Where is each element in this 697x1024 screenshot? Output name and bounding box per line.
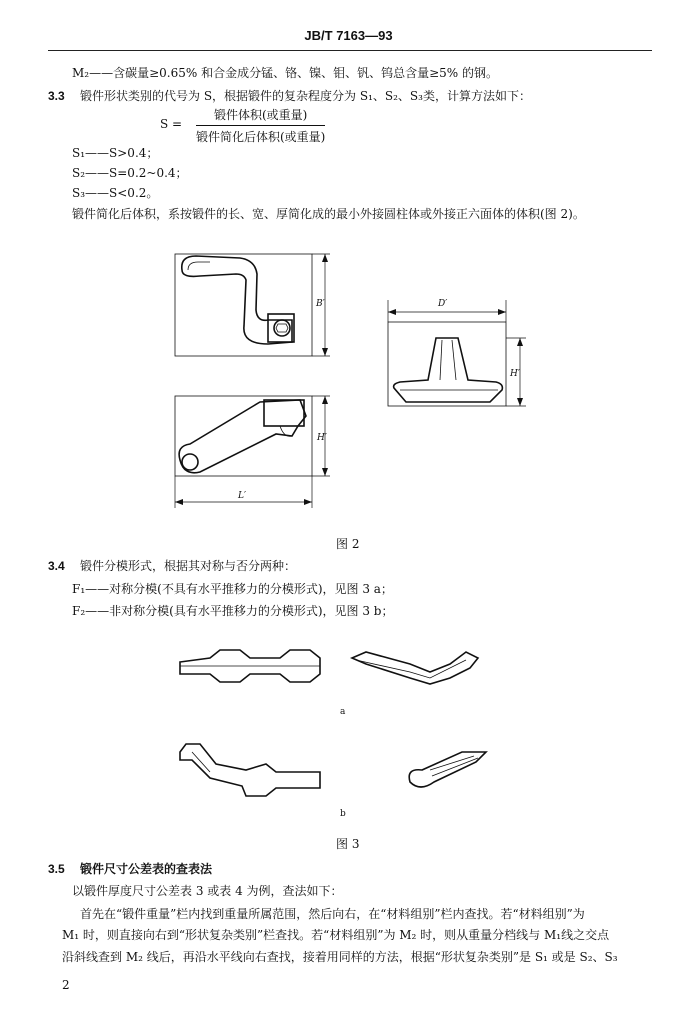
flange-view: [388, 300, 526, 406]
f2-definition: F₂——非对称分模(具有水平推移力的分模形式)，见图 3 b；: [72, 604, 394, 618]
section-3-3-number: 3.3: [48, 89, 65, 103]
s2-definition: S₂——S=0.2~0.4；: [72, 166, 188, 180]
figure-2-caption: 图 2: [336, 537, 360, 551]
section-3-5-number: 3.5: [48, 862, 65, 876]
f1-definition: F₁——对称分模(不具有水平推移力的分模形式)，见图 3 a；: [72, 582, 393, 596]
page-header: JB/T 7163—93: [304, 28, 393, 43]
section-3-4-text: 锻件分模形式，根据其对称与否分两种：: [80, 559, 297, 573]
figure-3-caption: 图 3: [336, 837, 360, 851]
s1-definition: S₁——S>0.4；: [72, 146, 159, 160]
formula-numerator: 锻件体积(或重量): [214, 108, 308, 122]
crank-side-view: [175, 396, 330, 508]
asymmetric-parting-right: [409, 752, 486, 787]
formula-denominator: 锻件简化后体积(或重量): [196, 130, 326, 144]
s3-definition: S₃——S<0.2。: [72, 186, 159, 200]
figure-2-drawing: [160, 240, 540, 515]
section-3-5-line-2: 首先在“锻件重量”栏内找到重量所属范围，然后向右，在“材料组别”栏内查找。若“材料组别”为: [80, 907, 585, 921]
dim-label-b: B′: [316, 299, 325, 309]
figure-3-drawing: [170, 640, 500, 820]
crank-top-view: [175, 254, 330, 356]
section-3-5-title: 锻件尺寸公差表的查表法: [80, 862, 213, 876]
section-3-3-text: 锻件形状类别的代号为 S，根据锻件的复杂程度分为 S₁、S₂、S₃类，计算方法如下：: [80, 89, 531, 103]
page-number: 2: [62, 978, 70, 992]
formula-fraction: [196, 106, 325, 145]
formula-lhs: S =: [160, 117, 183, 131]
section-3-5-line-3: M₁ 时，则直接向右到“形状复杂类别”栏查找。若“材料组别”为 M₂ 时，则从重量分档线与 M₁线之交点: [62, 928, 610, 942]
asymmetric-parting-left: [180, 744, 320, 796]
figure-3-sub-a: a: [340, 707, 346, 717]
section-3-5-line-4: 沿斜线查到 M₂ 线后，再沿水平线向右查找，接着用同样的方法，根据“形状复杂类别”是 S₁ 或是 S₂、S₃: [62, 950, 618, 964]
section-3-5-line-1: 以锻件厚度尺寸公差表 3 或表 4 为例，查法如下：: [72, 884, 343, 898]
fraction-bar: [196, 125, 325, 126]
dim-label-l: L′: [238, 491, 247, 501]
header-rule: [48, 50, 652, 51]
figure-3-sub-b: b: [340, 809, 346, 819]
dim-label-h2: H′: [510, 369, 520, 379]
simplified-volume-text: 锻件简化后体积，系按锻件的长、宽、厚简化成的最小外接圆柱体或外接正六面体的体积(图 2)。: [72, 207, 585, 221]
dim-label-d: D′: [438, 299, 448, 309]
section-3-4-number: 3.4: [48, 559, 65, 573]
symmetric-parting-right: [352, 652, 478, 684]
m2-definition: M₂——含碳量≥0.65% 和合金成分锰、铬、镍、钼、钒、钨总含量≥5% 的钢。: [72, 66, 498, 80]
dim-label-h: H′: [317, 433, 327, 443]
symmetric-parting-left: [180, 650, 320, 682]
